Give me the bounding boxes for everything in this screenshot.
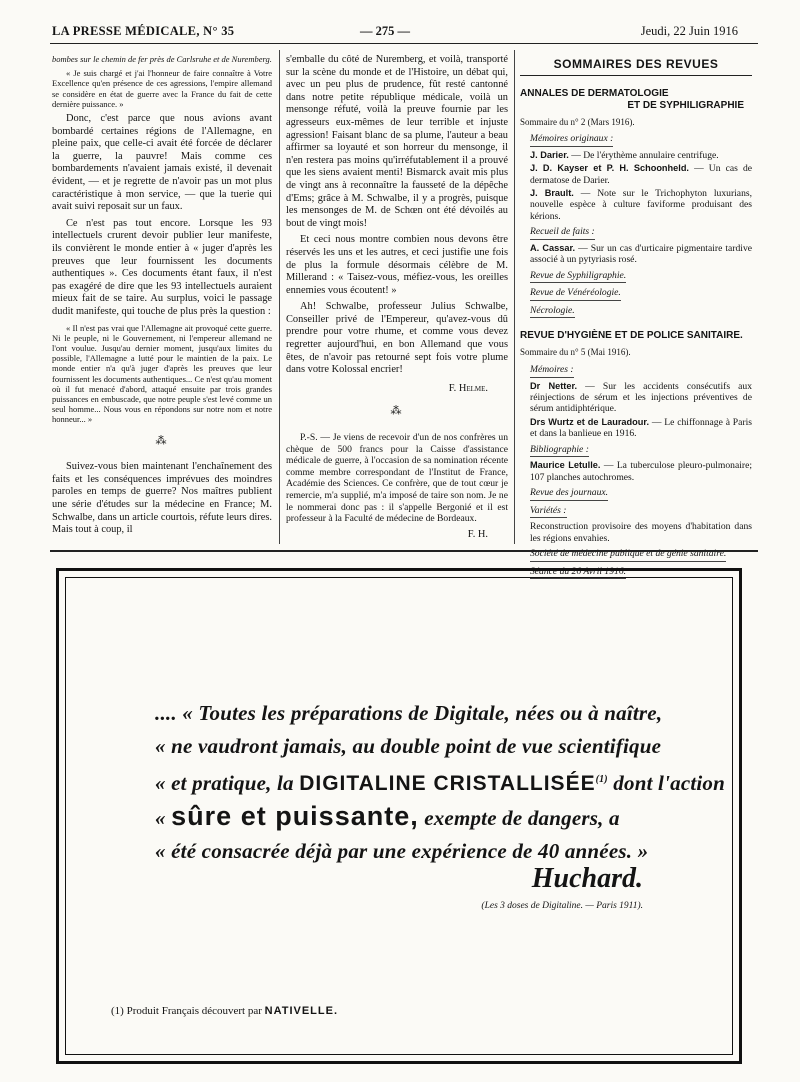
column-divider [279,50,280,544]
fragment-text: bombes sur le chemin de fer près de Carlsruhe et de Nuremberg. [52,54,272,64]
summary-entry: Reconstruction provisoire des moyens d'habitation dans les régions envahies. [530,521,752,544]
page-header [52,24,738,42]
quote-line: .... « Toutes les préparations de Digitale, nées ou à naître, [155,701,663,725]
summary-entry: A. Cassar. — Sur un cas d'urticaire pigmentaire tardive associé à un pytyriasis rosé. [530,242,752,266]
paragraph: Suivez-vous bien maintenant l'enchaînement des faits et les conséquences imprévues des moindres paroles en temps de guerre? Nos maîtres publient une série d'études sur la médecine en France; M. Schwalbe, dans un article courtois, réfute leurs dires. Mais tout à coup, il [52,461,272,536]
summary-entry: J. D. Kayser et P. H. Schoonheld. — Un cas de dermatose de Darier. [530,163,752,186]
paragraph: s'emballe du côté de Nuremberg, et voilà, transporté sur la scène du monde et de l'Histoire, un débat qui, avec un peu plus de prudence, fût resté cantonné dans notre petite république médicale, voilà un mensonge réfuté, voilà la preuve fournie par les agresseurs eux-mêmes de leur terrible et injuste agression! Faisant blanc de sa plume, l'auteur a beau affirmer sa loyauté et son horreur du mensonge, il n'en restera pas moins qu'irréfutablement il a prouvé que les siens avaient menti! Bismarck avait mis plus de vingt ans à reconnaître la fausseté de la dépêche d'Ems; grâce à M. Schwalbe, il y a progrès, puisque les mensonges de M. de Schœn ont été dévoilés au bout de vingt mois! [286,54,508,229]
section-heading: Revue de Vénéréologie. [530,287,621,301]
quote-author: Huchard. [531,863,643,894]
section-heading: Bibliographie : [530,444,589,458]
postscript-signature: F. H. [467,528,488,540]
header-rule [50,43,758,44]
journal-name: REVUE D'HYGIÈNE ET DE POLICE SANITAIRE. [520,330,743,342]
summary-entry: Dr Netter. — Sur les accidents consécutifs aux réinjections de sérum et les injections préventives de sérum antidiphtérique. [530,380,753,415]
section-heading: Mémoires : [530,364,574,378]
quote-line: « sûre et puissante, exempte de dangers, a [155,801,620,831]
page-number: — 275 — [360,24,410,38]
summary-entry: J. Brault. — Note sur le Trichophyton luxurians, nouvelle espèce à culture faviforme produisant des kérions. [530,188,752,222]
paragraph: Ce n'est pas tout encore. Lorsque les 93 intellectuels crurent devoir publier leur manifeste, ils convièrent le monde entier à « juger d'après les preuves que leur fournissent les documents authentiques ». Ces documents étant faux, il n'est pas exagéré de dire que les 93 intellectuels auraient mieux fait de se taire. Au surplus, voici le passage dudit manifeste, qui touche de plus près la question : [52,217,272,317]
summary-entry: Maurice Letulle. — La tuberculose pleuro-pulmonaire; 107 planches autochromes. [530,460,753,483]
asterism: ⁂ [390,405,404,418]
paragraph: Donc, c'est parce que nous avions avant bombardé certaines régions de l'Allemagne, en pleine paix, que celle-ci avait été forcée de déclarer la guerre, la pauvre! Mais comme ces bombardements n'avaient jamais existé, il devenait évident, — et je regrette de n'avoir pas un mot plus caractéristique à mon service, — que la tuerie qui avait suivi reposait sur un faux. [52,113,272,213]
journal-name-cont: ET DE SYPHILIGRAPHIE [627,99,744,111]
column-1 [52,54,272,541]
section-title: SOMMAIRES DES REVUES [520,58,752,76]
column-divider [514,50,515,544]
issue-summary: Sommaire du n° 5 (Mai 1916). [520,347,631,358]
advert-footnote: (1) Produit Français découvert par NATIVELLE. [111,1005,339,1017]
section-heading: Variétés : [530,505,567,519]
journal-name: ANNALES DE DERMATOLOGIE [520,87,669,99]
section-heading: Revue de Syphiligraphie. [530,270,626,284]
quote-line: « ne vaudront jamais, au double point de vue scientifique [155,734,662,758]
column-2 [286,54,508,551]
summary-entry: J. Darier. — De l'érythème annulaire centrifuge. [530,149,719,161]
summary-entry: Drs Wurtz et de Lauradour. — Le chiffonnage à Paris et dans la banlieue en 1916. [530,416,752,440]
advert-quote [155,697,725,868]
postscript: P.-S. — Je viens de recevoir d'un de nos confrères un chèque de 500 francs pour la Caisse d'assistance médicale de guerre, à l'occasion de sa nomination récente comme membre correspondant de l'Institut de France, Académie des Sciences. Ce confrère, que de tout cœur je remercie, m'a supplié, m'a imposé de taire son nom. Je ne le nommerai donc pas : il s'appelle Bergonié et il est professeur à la Faculté de médecine de Bordeaux. [286,432,508,525]
issue-date: Jeudi, 22 Juin 1916 [640,24,738,38]
quote-citation: (Les 3 doses de Digitaline. — Paris 1911). [481,901,643,911]
column-3-summaries [520,58,752,581]
quote-manifesto: « Il n'est pas vrai que l'Allemagne ait provoqué cette guerre. Ni le peuple, ni le Gouvernement, ni l'empereur allemand ne l'ont voulue. Jusqu'au dernier moment, jusqu'aux limites du possible, l'Allemagne a lutté pour le maintien de la paix. Le monde entier n'a qu'à juger d'après les preuves que leur fournissent les documents authentiques... Ce n'est qu'au moment où il fut menacé d'abord, attaqué ensuite par trois grandes puissances en embuscade, que notre peuple s'est levé comme un seul homme... Nous vous en répondons sur notre nom et notre honneur... » [52,322,272,425]
brand-name: NATIVELLE. [264,1005,339,1017]
section-heading: Recueil de faits : [530,226,595,240]
section-heading: Nécrologie. [530,305,575,319]
section-heading: Revue des journaux. [530,487,608,501]
emphasis-text: sûre et puissante, [171,801,419,831]
quote-line: « et pratique, la DIGITALINE CRISTALLISÉE$^{(1)}$ dont l'action [155,771,725,795]
quote-telegram: « Je suis chargé et j'ai l'honneur de faire connaître à Votre Excellence qu'en présence de ces agressions, l'empire allemand se considère en état de guerre avec la France du fait de cette dernière puissance. » [52,68,272,109]
signature: F. Helme. [448,382,488,394]
issue-summary: Sommaire du n° 2 (Mars 1916). [520,116,635,127]
paragraph: Et ceci nous montre combien nous devons être réservés les uns et les autres, et ceci justifie une fois de plus la formule désormais célèbre de M. Millerand : « Taisez-vous, méfiez-vous, les oreilles ennemies vous écoutent! » [286,234,508,296]
paragraph: Ah! Schwalbe, professeur Julius Schwalbe, Conseiller privé de l'Empereur, qu'avez-vous dû prendre pour votre rhume, et comme vous devez regretter aujourd'hui, en bon Allemand que vous êtes, de n'avoir pas retourné sept fois votre plume dans votre Kolossal encrier! [286,301,508,376]
product-name: DIGITALINE CRISTALLISÉE [299,772,596,795]
advertisement-box [56,568,742,1064]
section-heading: Séance du 26 Avril 1916. [530,566,626,580]
quote-line: « été consacrée déjà par une expérience de 40 années. » [155,839,649,863]
section-heading: Société de médecine publique et de génie sanitaire. [530,548,726,562]
section-heading: Mémoires originaux : [530,133,613,147]
asterism: ⁂ [155,434,169,447]
journal-title: LA PRESSE MÉDICALE, N° 35 [52,24,235,38]
advert-top-rule [50,550,758,552]
